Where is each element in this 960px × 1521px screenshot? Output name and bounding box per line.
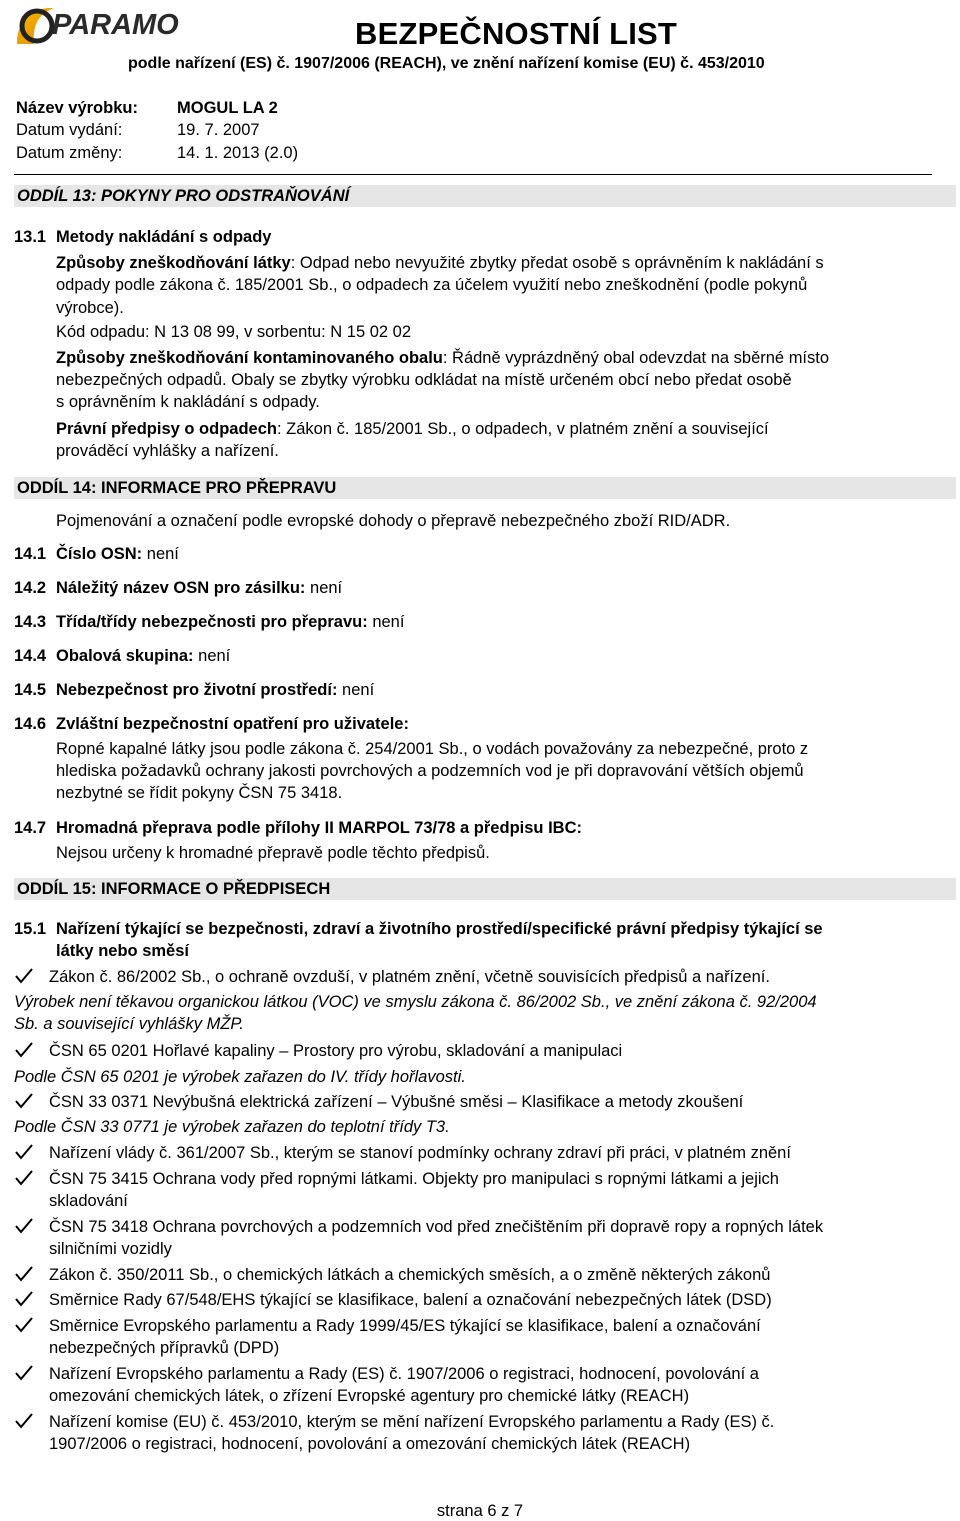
item-14-6-text-line2: hlediska požadavků ochrany jakosti povrchových a podzemních vod je při dopravování větších objemů [56, 762, 804, 780]
product-name-label: Název výrobku: [16, 99, 138, 117]
subsection-13-1-heading [14, 226, 954, 248]
disposal-substance-line3: výrobce). [56, 299, 124, 317]
subsection-number: 13.1 [14, 228, 47, 246]
item-14-7: 14.7 Hromadná přeprava podle přílohy II MARPOL 73/78 a předpisu IBC: [14, 819, 582, 837]
checkmark-icon [14, 1264, 36, 1286]
flammability-note: Podle ČSN 65 0201 je výrobek zařazen do IV. třídy hořlavosti. [14, 1068, 466, 1086]
product-name-row [16, 98, 278, 119]
section-14-heading: ODDÍL 14: INFORMACE PRO PŘEPRAVU [14, 477, 956, 499]
packaging-disposal-line2: nebezpečných odpadů. Obaly se zbytky výrobku odkládat na místě určeném obcí nebo předat osobě [56, 371, 792, 389]
page-number: strana 6 z 7 [436, 1502, 524, 1520]
change-date-row [16, 143, 298, 164]
regulation-item: Nařízení vlády č. 361/2007 Sb., kterým se stanoví podmínky ochrany zdraví při práci, v platném znění [49, 1144, 791, 1162]
section-13-heading: ODDÍL 13: POKYNY PRO ODSTRAŇOVÁNÍ [14, 185, 956, 207]
regulation-item-cont: omezování chemických látek, o zřízení Evropské agentury pro chemické látky (REACH) [49, 1387, 690, 1405]
item-14-6-text-line3: nezbytné se řídit pokyny ČSN 75 3418. [56, 784, 343, 802]
regulation-item-cont: silničními vozidly [49, 1240, 172, 1258]
packaging-disposal-line1: Způsoby zneškodňování kontaminovaného obalu: Řádně vyprázdněný obal odevzdat na sběrné místo [56, 349, 830, 367]
waste-legislation-line1: Právní předpisy o odpadech: Zákon č. 185/2001 Sb., o odpadech, v platném znění a související [56, 420, 769, 438]
issue-date-row [16, 120, 260, 141]
regulation-item: Nařízení Evropského parlamentu a Rady (ES) č. 1907/2006 o registraci, hodnocení, povolování a [49, 1365, 759, 1383]
regulation-item-cont: nebezpečných přípravků (DPD) [49, 1339, 280, 1357]
item-14-6: 14.6 Zvláštní bezpečnostní opatření pro uživatele: [14, 715, 409, 733]
regulation-item: ČSN 75 3418 Ochrana povrchových a podzemních vod před znečištěním při dopravě ropy a ropných látek [49, 1218, 824, 1236]
checkmark-icon [14, 1363, 36, 1385]
checkmark-icon [14, 1315, 36, 1337]
disposal-substance-line2: odpady podle zákona č. 185/2001 Sb., o odpadech za účelem využití nebo zneškodnění (podle pokynů [56, 276, 808, 294]
logo-text: PARAMO [52, 9, 179, 41]
item-14-6-text-line1: Ropné kapalné látky jsou podle zákona č. 254/2001 Sb., o vodách považovány za nebezpečné, proto z [56, 740, 809, 758]
regulation-item: Směrnice Rady 67/548/EHS týkající se klasifikace, balení a označování nebezpečných látek (DSD) [49, 1291, 772, 1309]
checkmark-icon [14, 1091, 36, 1113]
regulation-item: Zákon č. 350/2011 Sb., o chemických látkách a chemických směsích, a o změně některých zákonů [49, 1266, 771, 1284]
change-date-value: 14. 1. 2013 (2.0) [177, 144, 299, 162]
regulation-item: Nařízení komise (EU) č. 453/2010, kterým se mění nařízení Evropského parlamentu a Rady (ES) č. [49, 1413, 775, 1431]
regulation-item-cont: skladování [49, 1192, 128, 1210]
issue-date-label: Datum vydání: [16, 121, 123, 139]
voc-note-line2: Sb. a související vyhlášky MŽP. [14, 1015, 244, 1033]
item-14-2: 14.2 Náležitý název OSN pro zásilku: není [14, 579, 343, 597]
product-name-value: MOGUL LA 2 [177, 99, 278, 117]
checkmark-icon [14, 1168, 36, 1190]
subsection-15-1-heading-line2: látky nebo směsí [56, 942, 189, 960]
item-14-1: 14.1 Číslo OSN: není [14, 545, 179, 563]
document-subtitle: podle nařízení (ES) č. 1907/2006 (REACH), ve znění nařízení komise (EU) č. 453/2010 [128, 55, 765, 72]
header-divider [14, 174, 932, 175]
checkmark-icon [14, 1289, 36, 1311]
checkmark-icon [14, 1216, 36, 1238]
section-15-heading: ODDÍL 15: INFORMACE O PŘEDPISECH [14, 878, 956, 900]
waste-legislation-line2: prováděcí vyhlášky a nařízení. [56, 442, 279, 460]
checkmark-icon [14, 1142, 36, 1164]
change-date-label: Datum změny: [16, 144, 123, 162]
paramo-logo [14, 4, 200, 50]
issue-date-value: 19. 7. 2007 [177, 121, 260, 139]
transport-intro: Pojmenování a označení podle evropské dohody o přepravě nebezpečného zboží RID/ADR. [56, 512, 731, 530]
item-14-3: 14.3 Třída/třídy nebezpečnosti pro přepravu: není [14, 613, 405, 631]
regulation-item-cont: 1907/2006 o registraci, hodnocení, povolování a omezování chemických látek (REACH) [49, 1435, 691, 1453]
item-14-7-text: Nejsou určeny k hromadné přepravě podle těchto předpisů. [56, 844, 490, 862]
checkmark-icon [14, 1040, 36, 1062]
waste-code: Kód odpadu: N 13 08 99, v sorbentu: N 15 02 02 [56, 323, 412, 341]
regulation-item: ČSN 65 0201 Hořlavé kapaliny – Prostory pro výrobu, skladování a manipulaci [49, 1042, 623, 1060]
disposal-substance-line1: Způsoby zneškodňování látky: Odpad nebo nevyužité zbytky předat osobě s oprávněním k nakládání s [56, 254, 824, 272]
checkmark-icon [14, 1411, 36, 1433]
subsection-15-1-heading: 15.1 Nařízení týkající se bezpečnosti, zdraví a životního prostředí/specifické právní předpisy týkající se [14, 920, 823, 938]
item-14-4: 14.4 Obalová skupina: není [14, 647, 231, 665]
regulation-item: Zákon č. 86/2002 Sb., o ochraně ovzduší, v platném znění, včetně souvisících předpisů a nařízení. [49, 968, 770, 986]
voc-note-line1: Výrobek není těkavou organickou látkou (VOC) ve smyslu zákona č. 86/2002 Sb., ve znění zákona č. 92/2004 [14, 993, 817, 1011]
regulation-item: ČSN 33 0371 Nevýbušná elektrická zařízení – Výbušné směsi – Klasifikace a metody zkoušení [49, 1093, 744, 1111]
regulation-item: Směrnice Evropského parlamentu a Rady 1999/45/ES týkající se klasifikace, balení a označování [49, 1317, 761, 1335]
checkmark-icon [14, 966, 36, 988]
document-title: BEZPEČNOSTNÍ LIST [355, 16, 678, 51]
subsection-title: Metody nakládání s odpady [56, 228, 272, 246]
temperature-class-note: Podle ČSN 33 0771 je výrobek zařazen do teplotní třídy T3. [14, 1118, 450, 1136]
regulation-item: ČSN 75 3415 Ochrana vody před ropnými látkami. Objekty pro manipulaci s ropnými látkami a jejich [49, 1170, 779, 1188]
item-14-5: 14.5 Nebezpečnost pro životní prostředí: není [14, 681, 375, 699]
packaging-disposal-line3: s oprávněním k nakládání s odpady. [56, 393, 320, 411]
